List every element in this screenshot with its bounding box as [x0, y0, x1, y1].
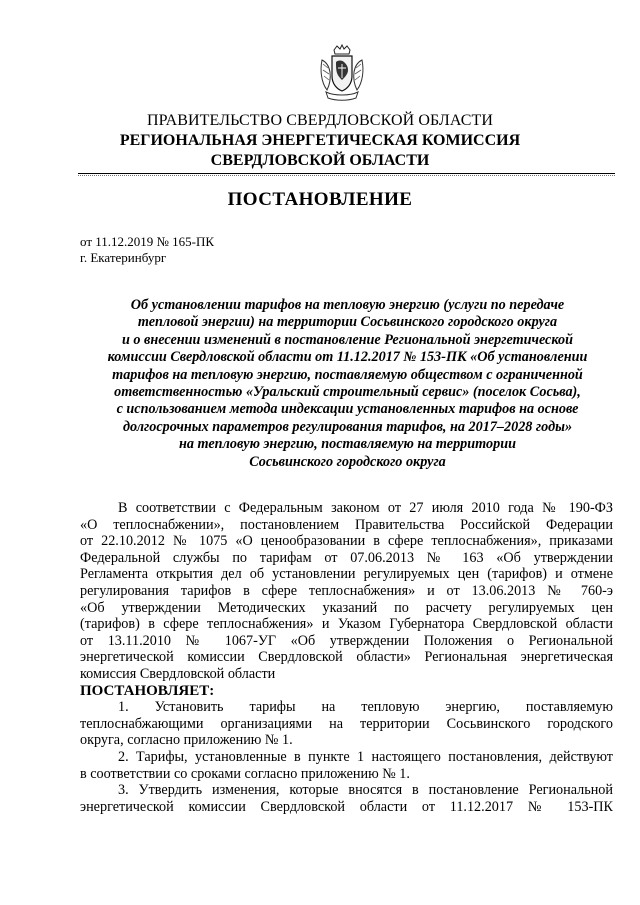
preamble-line: комиссия Свердловской области: [80, 665, 276, 682]
subject-line: и о внесении изменений в постановление Региональной энергетической: [121, 331, 573, 348]
preamble-line: «О теплоснабжении», постановлением Правительства Российской Федерации: [80, 516, 613, 533]
header-divider: [78, 173, 615, 174]
subject-line: с использованием метода индексации установленных тарифов на основе: [116, 401, 579, 418]
item-1-line: теплоснабжающими организациями на территории Сосьвинского городского: [80, 715, 613, 732]
preamble-line: (тарифов) в сфере теплоснабжения» и Указом Губернатора Свердловской области: [80, 616, 613, 633]
item-3-line: энергетической комиссии Свердловской области от 11.12.2017 № 153-ПК: [80, 798, 613, 815]
preamble-line: от 22.10.2012 № 1075 «О ценообразовании в сфере теплоснабжения», приказами: [80, 533, 613, 550]
document-city: г. Екатеринбург: [80, 250, 167, 265]
document-subject: [70, 297, 625, 471]
commission-region: СВЕРДЛОВСКОЙ ОБЛАСТИ: [210, 152, 430, 169]
item-2-line: в соответствии со сроками согласно приложению № 1.: [80, 765, 410, 782]
item-2-line: 2. Тарифы, установленные в пункте 1 настоящего постановления, действуют: [118, 748, 613, 765]
commission-name: РЕГИОНАЛЬНАЯ ЭНЕРГЕТИЧЕСКАЯ КОМИССИЯ: [119, 132, 521, 149]
subject-line: ответственностью «Уральский строительный сервис» (поселок Сосьва),: [114, 384, 581, 401]
preamble-line: регулирования тарифов в сфере теплоснабжения» и от 13.06.2013 № 760-э: [80, 582, 613, 599]
preamble-line: Регламента открытия дел об установлении регулируемых цен (тарифов) и отмене: [80, 566, 613, 583]
subject-line: тепловой энергии) на территории Сосьвинского городского округа: [137, 314, 558, 331]
document-body: [80, 500, 613, 815]
item-3-line: 3. Утвердить изменения, которые вносятся в постановление Региональной: [118, 782, 613, 799]
subject-line: комиссии Свердловской области от 11.12.2017 № 153-ПК «Об установлении: [107, 349, 588, 366]
item-1-line: 1. Установить тарифы на тепловую энергию, поставляемую: [118, 699, 613, 716]
subject-line: Об установлении тарифов на тепловую энергию (услуги по передаче: [130, 297, 565, 313]
item-1-line: округа, согласно приложению № 1.: [80, 732, 293, 749]
subject-line: долгосрочных параметров регулирования тарифов, на 2017–2028 годы»: [122, 418, 573, 435]
preamble-line: энергетической комиссии Свердловской области» Региональная энергетическая: [80, 649, 613, 666]
subject-line: Сосьвинского городского округа: [249, 453, 446, 470]
preamble-line: В соответствии с Федеральным законом от 27 июля 2010 года № 190-ФЗ: [118, 500, 613, 516]
preamble-line: «Об утверждении Методических указаний по расчету регулируемых цен: [80, 599, 613, 616]
decides-heading: ПОСТАНОВЛЯЕТ:: [80, 682, 215, 699]
subject-line: тарифов на тепловую энергию, поставляемую обществом с ограниченной: [112, 366, 583, 383]
subject-line: на тепловую энергию, поставляемую на территории: [179, 436, 516, 453]
preamble-line: Федеральной службы по тарифам от 07.06.2013 № 163 «Об утверждении: [80, 549, 613, 566]
document-date-number: от 11.12.2019 № 165-ПК: [80, 234, 215, 249]
header-divider-dotted: [78, 175, 615, 176]
government-name: ПРАВИТЕЛЬСТВО СВЕРДЛОВСКОЙ ОБЛАСТИ: [146, 112, 494, 129]
document-title: ПОСТАНОВЛЕНИЕ: [227, 189, 413, 210]
preamble-line: от 13.11.2010 № 1067-УГ «Об утверждении Положения о Региональной: [80, 632, 613, 649]
coat-of-arms-icon: [318, 44, 366, 102]
